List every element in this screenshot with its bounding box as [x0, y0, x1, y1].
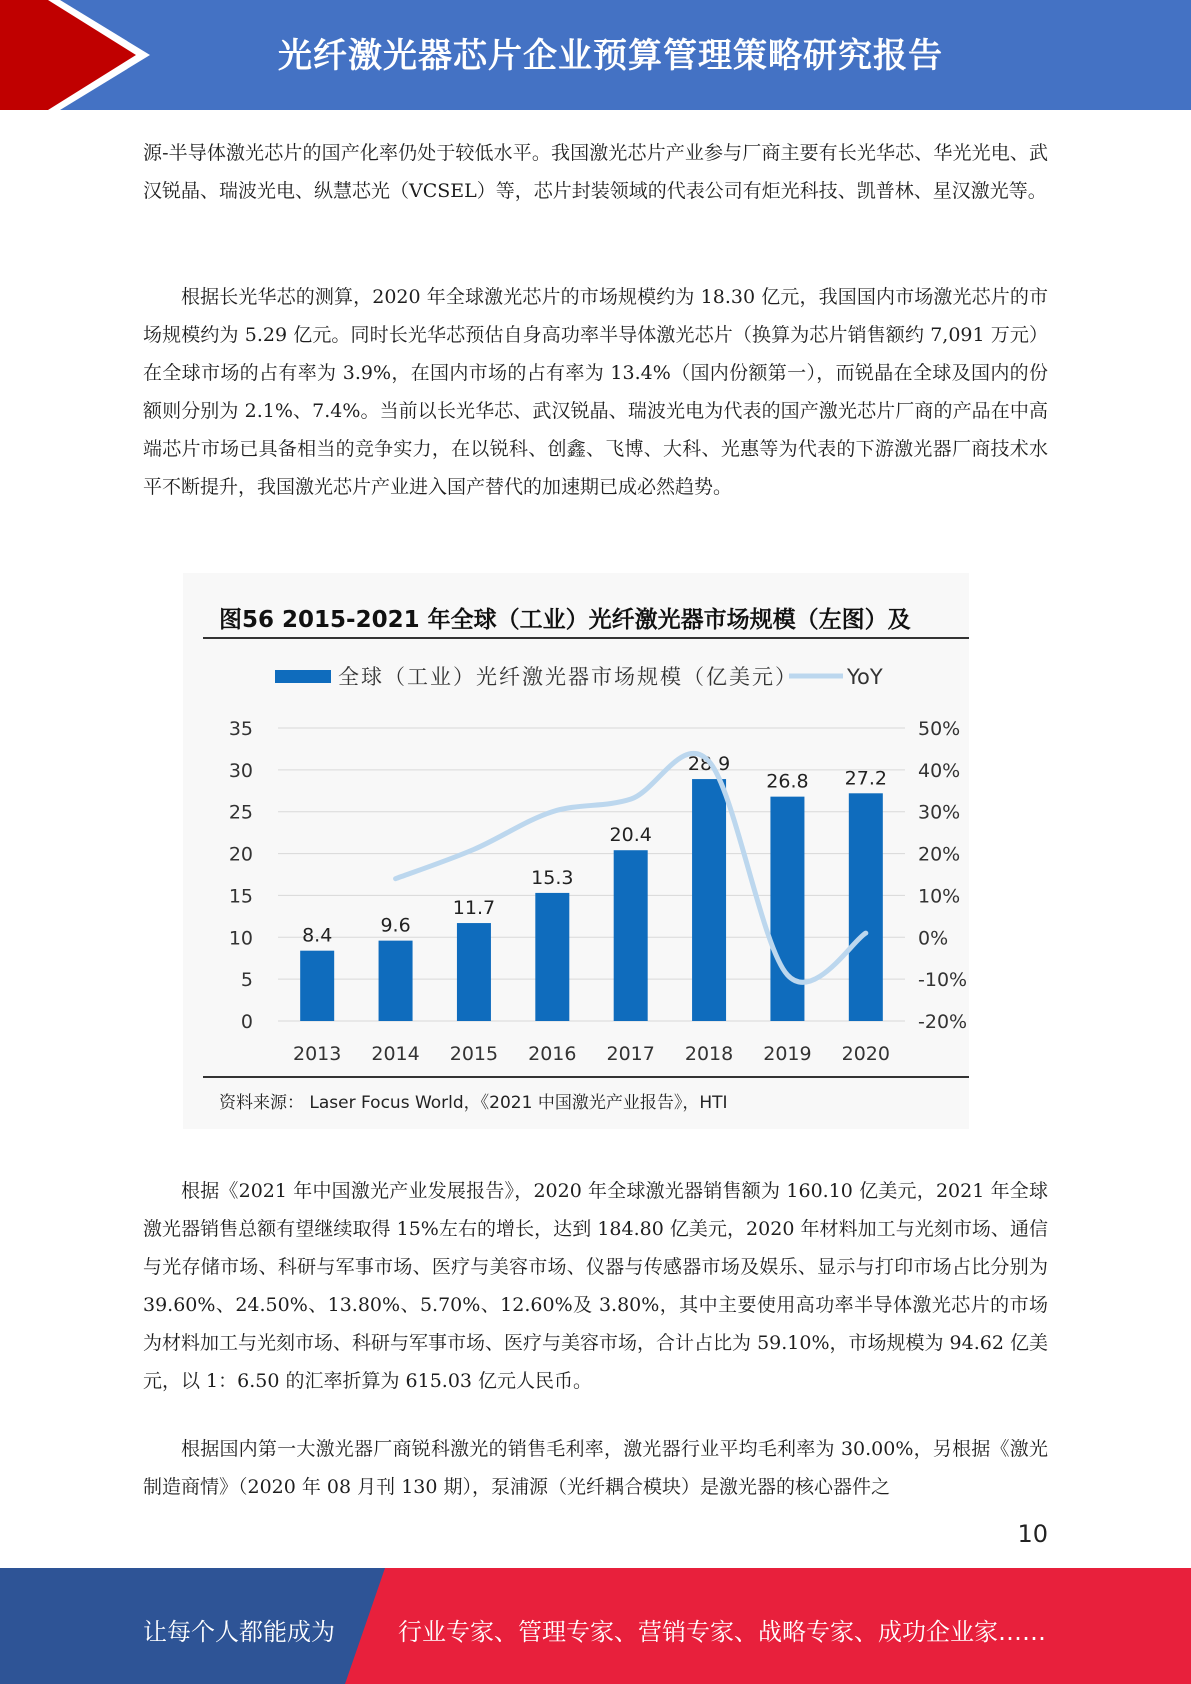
page-number: 10 [1017, 1520, 1048, 1548]
y-right-tick-label: 30% [918, 801, 961, 824]
page-footer [0, 1568, 1191, 1684]
y-left-tick-label: 35 [228, 718, 253, 740]
bar [849, 793, 883, 1021]
y-right-tick-label: -10% [918, 969, 968, 992]
x-tick-label: 2015 [449, 1043, 499, 1065]
bar-value-label: 11.7 [452, 897, 496, 920]
x-tick-label: 2016 [528, 1043, 577, 1065]
bar [300, 951, 334, 1021]
report-title: 光纤激光器芯片企业预算管理策略研究报告 [278, 36, 943, 76]
y-left-tick-label: 20 [228, 843, 253, 866]
x-tick-label: 2020 [841, 1043, 890, 1065]
legend-bar-label: 全球（工业）光纤激光器市场规模（亿美元） [338, 665, 798, 689]
chevron-decoration [0, 0, 160, 110]
bar [692, 779, 726, 1021]
bar [614, 850, 648, 1021]
y-right-tick-label: 0% [918, 927, 949, 950]
y-left-tick-label: 25 [228, 801, 253, 824]
chart-title: 图56 2015-2021 年全球（工业）光纤激光器市场规模（左图）及 [219, 607, 911, 633]
chart-canvas [183, 573, 969, 1129]
footer-slogan-left: 让每个人都能成为 [143, 1618, 335, 1646]
legend-bar-swatch [275, 670, 331, 683]
bar [457, 923, 491, 1021]
bar-value-label: 20.4 [609, 824, 652, 847]
y-left-tick-label: 15 [228, 885, 253, 908]
bar-value-label: 9.6 [380, 914, 411, 937]
footer-slogan-right: 行业专家、管理专家、营销专家、战略专家、成功企业家…… [398, 1618, 1046, 1646]
y-right-tick-label: 40% [918, 759, 961, 782]
y-left-tick-label: 30 [228, 759, 253, 782]
x-tick-label: 2017 [606, 1043, 655, 1065]
bar-value-label: 28.9 [687, 753, 731, 776]
y-right-tick-label: 20% [918, 843, 961, 866]
paragraph-4: 根据国内第一大激光器厂商锐科激光的销售毛利率，激光器行业平均毛利率为 30.00%，另根据《激光制造商情》（2020 年 08 月刊 130 期），泵浦源（光纤耦合模块）是激光器的核心器件之 [143, 1438, 1048, 1498]
y-right-tick-label: 10% [918, 885, 961, 908]
y-right-tick-label: -20% [918, 1011, 968, 1033]
bar [379, 941, 413, 1021]
bar [770, 797, 804, 1021]
paragraph-3: 根据《2021 年中国激光产业发展报告》，2020 年全球激光器销售额为 160.10 亿美元，2021 年全球激光器销售总额有望继续取得 15%左右的增长，达到 184.80 亿美元，2020 年材料加工与光刻市场、通信与光存储市场、科研与军事市场、医疗与美容市场、仪器与传感器市场及娱乐、显示与打印市场占比分别为 39.60%、24.50%、13.80%、5.70%、12.60%及 3.80%，其中主要使用高功率半导体激光芯片的市场为材料加工与光刻市场、科研与军事市场、医疗与美容市场，合计占比为 59.10%，市场规模为 94.62 亿美元，以 1：6.50 的汇率折算为 615.03 亿元人民币。 [143, 1180, 1048, 1392]
x-tick-label: 2013 [293, 1043, 342, 1065]
page-header [0, 0, 1191, 110]
legend-line-label: YoY [847, 665, 883, 689]
y-left-tick-label: 0 [240, 1011, 253, 1033]
bar [535, 893, 569, 1021]
bar-value-label: 8.4 [302, 924, 333, 947]
x-tick-label: 2018 [684, 1043, 734, 1065]
paragraph-1: 源-半导体激光芯片的国产化率仍处于较低水平。我国激光芯片产业参与厂商主要有长光华芯、华光光电、武汉锐晶、瑞波光电、纵慧芯光（VCSEL）等，芯片封装领域的代表公司有炬光科技、凯普林、星汉激光等。 [143, 142, 1048, 202]
paragraph-2: 根据长光华芯的测算，2020 年全球激光芯片的市场规模约为 18.30 亿元，我国国内市场激光芯片的市场规模约为 5.29 亿元。同时长光华芯预估自身高功率半导体激光芯片（换算为芯片销售额约 7,091 万元）在全球市场的占有率为 3.9%，在国内市场的占有率为 13.4%（国内份额第一），而锐晶在全球及国内的份额则分别为 2.1%、7.4%。当前以长光华芯、武汉锐晶、瑞波光电为代表的国产激光芯片厂商的产品在中高端芯片市场已具备相当的竞争实力，在以锐科、创鑫、飞博、大科、光惠等为代表的下游激光器厂商技术水平不断提升，我国激光芯片产业进入国产替代的加速期已成必然趋势。 [143, 286, 1048, 498]
market-size-chart [183, 573, 969, 1129]
bar-value-label: 27.2 [844, 767, 887, 790]
bar-value-label: 15.3 [531, 866, 574, 889]
chart-source: 资料来源： Laser Focus World，《2021 中国激光产业报告》，HTI [219, 1093, 728, 1113]
y-right-tick-label: 50% [918, 718, 961, 740]
x-tick-label: 2014 [371, 1043, 420, 1065]
y-left-tick-label: 5 [240, 969, 253, 992]
y-left-tick-label: 10 [228, 927, 253, 950]
bar-value-label: 26.8 [766, 770, 809, 793]
x-tick-label: 2019 [763, 1043, 812, 1065]
